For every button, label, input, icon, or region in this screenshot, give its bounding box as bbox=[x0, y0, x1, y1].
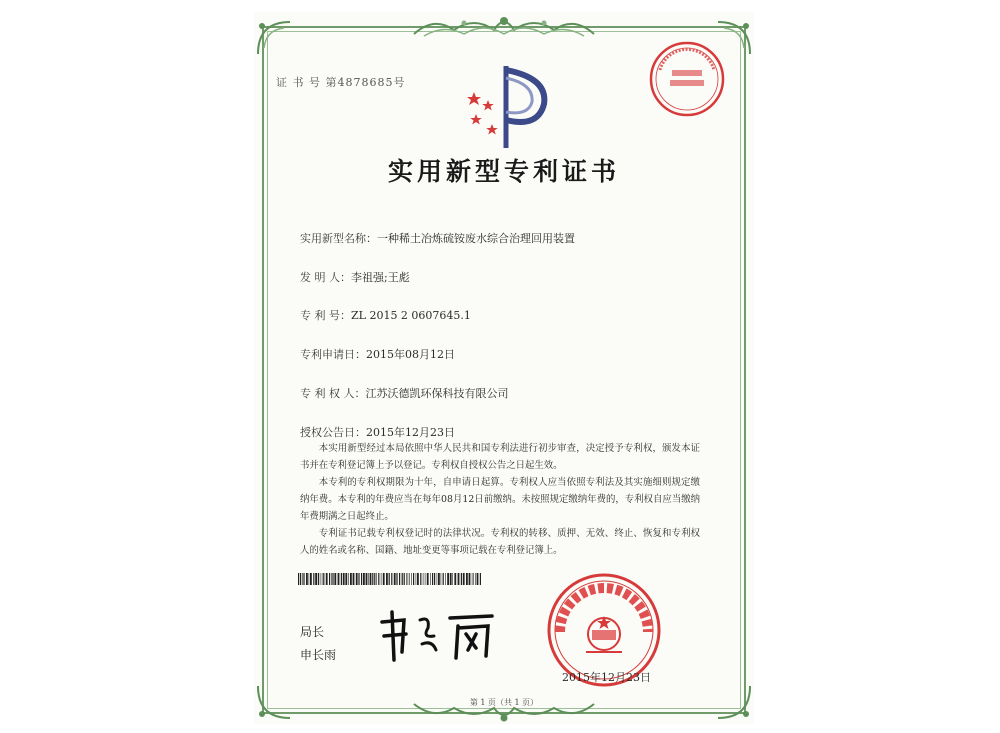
field-value: 2015年08月12日 bbox=[366, 348, 455, 361]
barcode-icon bbox=[298, 573, 484, 585]
field-value: 2015年12月23日 bbox=[366, 426, 455, 439]
corner-ornament-tl-icon bbox=[254, 18, 294, 58]
certificate-number: 证 书 号 第4878685号 bbox=[276, 76, 406, 89]
body-paragraph: 本专利的专利权期限为十年，自申请日起算。专利权人应当依照专利法及其实施细则规定缴纳年费。本专利的年费应当在每年08月12日前缴纳。未按照规定缴纳年费的，专利权自应当缴纳年费期满之日起终止。 bbox=[300, 477, 700, 522]
field-label: 专 利 号： bbox=[300, 309, 351, 322]
sipo-logo-icon bbox=[462, 64, 552, 150]
field-label: 实用新型名称： bbox=[300, 232, 377, 245]
certificate-body bbox=[300, 440, 700, 559]
body-paragraph: 专利证书记载专利权登记时的法律状况。专利权的转移、质押、无效、终止、恢复和专利权人的姓名或名称、国籍、地址变更等事项记载在专利登记簿上。 bbox=[300, 528, 700, 556]
field-inventor bbox=[300, 269, 410, 285]
patent-agent-seal-icon bbox=[648, 40, 726, 118]
top-ornament-icon bbox=[404, 12, 604, 42]
field-grant-date bbox=[300, 424, 455, 440]
field-value: 李祖强;王彪 bbox=[351, 271, 410, 284]
field-label: 发 明 人： bbox=[300, 271, 351, 284]
field-patentee bbox=[300, 385, 509, 401]
seal-date: 2015年12月23日 bbox=[562, 671, 651, 684]
patent-certificate bbox=[254, 12, 754, 724]
field-label: 专利申请日： bbox=[300, 348, 366, 361]
field-patent-number bbox=[300, 307, 471, 323]
field-utility-model-name bbox=[300, 230, 575, 246]
field-application-date bbox=[300, 346, 455, 362]
body-paragraph: 本实用新型经过本局依照中华人民共和国专利法进行初步审查，决定授予专利权，颁发本证书并在专利登记簿上予以登记。专利权自授权公告之日起生效。 bbox=[300, 443, 700, 471]
page-number: 第 1 页（共 1 页） bbox=[469, 698, 539, 707]
field-label: 专 利 权 人： bbox=[300, 387, 366, 400]
director-signature-icon bbox=[376, 608, 502, 662]
field-value: 一种稀土冶炼硫铵废水综合治理回用装置 bbox=[377, 232, 575, 245]
certificate-title: 实用新型专利证书 bbox=[387, 157, 620, 186]
director-title: 局长 bbox=[300, 625, 325, 639]
field-label: 授权公告日： bbox=[300, 426, 366, 439]
director-name: 申长雨 bbox=[300, 648, 337, 662]
field-value: ZL 2015 2 0607645.1 bbox=[351, 309, 471, 322]
field-value: 江苏沃德凯环保科技有限公司 bbox=[365, 387, 509, 400]
